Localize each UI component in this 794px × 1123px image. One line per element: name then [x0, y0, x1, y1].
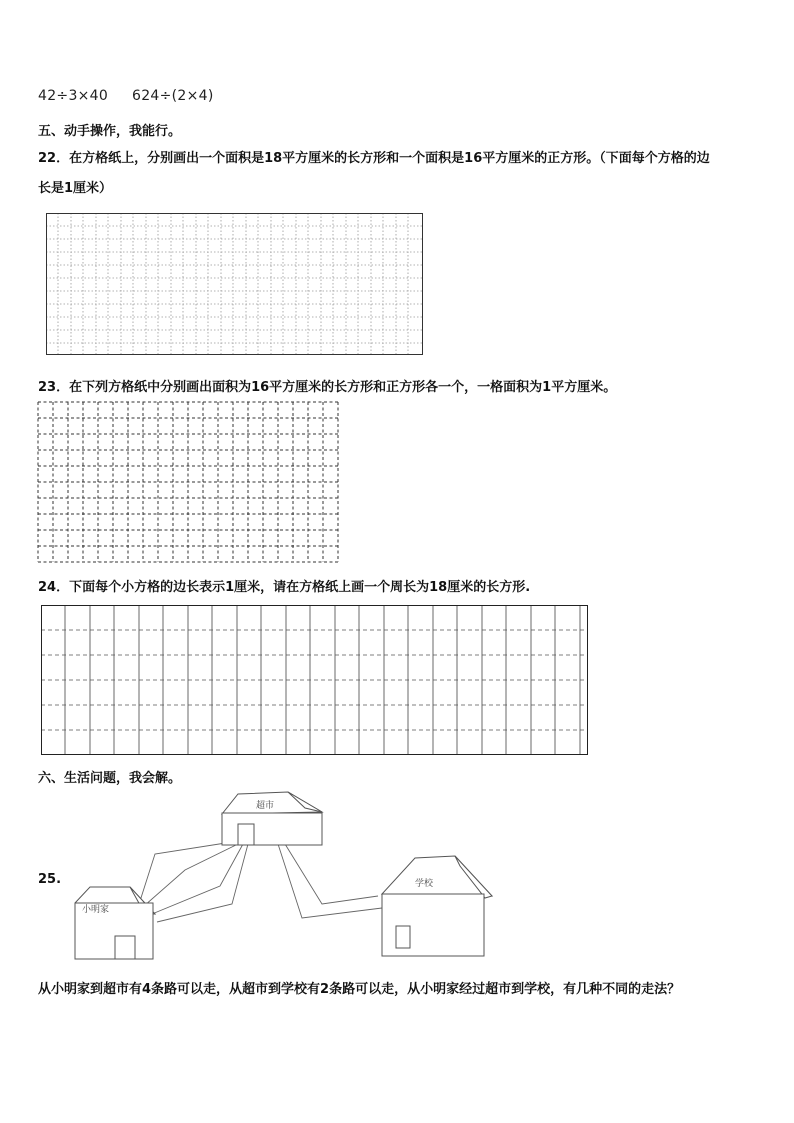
q23-text: 23．在下列方格纸中分别画出面积为16平方厘米的长方形和正方形各一个，一格面积为1平方厘米。: [38, 380, 617, 395]
roads-supermarket-to-school: [278, 844, 382, 918]
expression-1: 42÷3×40: [38, 88, 109, 104]
q24-text: 24．下面每个小方格的边长表示1厘米，请在方格纸上画一个周长为18厘米的长方形.: [38, 580, 531, 595]
q25-number: 25.: [38, 872, 62, 887]
home-house: [75, 887, 155, 959]
q25-route-illustration: [60, 786, 500, 966]
roads-home-to-supermarket: [140, 842, 248, 922]
expression-2: 624÷(2×4): [132, 88, 214, 104]
q24-grid[interactable]: [41, 605, 588, 755]
q22-grid[interactable]: [46, 213, 423, 355]
school-house: [382, 856, 492, 956]
school-label: 学校: [415, 879, 434, 889]
q22-text-line1: 22．在方格纸上，分别画出一个面积是18平方厘米的长方形和一个面积是16平方厘米的正方形。（下面每个方格的边: [38, 151, 710, 166]
section-6-heading: 六、生活问题，我会解。: [38, 771, 182, 786]
supermarket-label: 超市: [256, 801, 275, 811]
q22-text-line2: 长是1厘米）: [38, 181, 113, 196]
q23-grid[interactable]: [38, 402, 338, 562]
supermarket-house: [222, 792, 322, 845]
home-label: 小明家: [82, 905, 110, 915]
section-5-heading: 五、动手操作，我能行。: [38, 124, 182, 139]
q25-text: 从小明家到超市有4条路可以走，从超市到学校有2条路可以走，从小明家经过超市到学校，有几种不同的走法？: [38, 982, 681, 997]
